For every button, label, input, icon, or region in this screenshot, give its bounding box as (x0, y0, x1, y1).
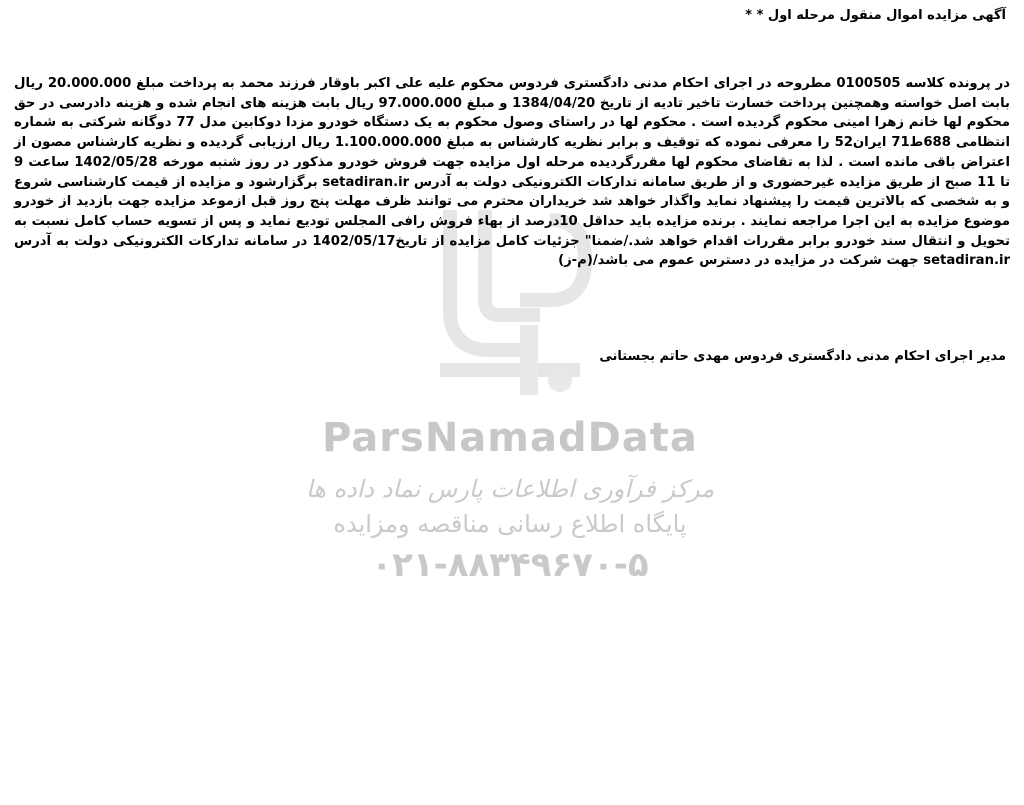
notice-title: آگهی مزایده اموال منقول مرحله اول * * (745, 8, 1006, 23)
watermark-phone: ۰۲۱-۸۸۳۴۹۶۷۰-۵ (371, 545, 649, 585)
notice-signature: مدیر اجرای احکام مدنی دادگستری فردوس مهدی حاتم بجستانی (599, 349, 1006, 364)
watermark-line-2: پایگاه اطلاع رسانی مناقصه ومزایده (333, 510, 687, 538)
notice-body: در پرونده کلاسه 0100505 مطروحه در اجرای احکام مدنی دادگستری فردوس محکوم علیه علی اکبر باوقار فرزند محمد به پرداخت مبلغ 20.000.000 ریال بابت اصل خواسته وهمچنین پرداخت خسارت تاخیر تادیه از تاریخ 1384/04/20 و مبلغ 97.000.000 ریال بابت هزینه های انجام شده و هزینه دادرسی در حق محکوم لها خانم زهرا امینی محکوم گردیده است . محکوم لها در راستای وصول محکوم به یک دستگاه خودرو مزدا دوکابین مدل 77 دوگانه شرکتی به شماره انتظامی 688ط71 ایران52 را معرفی نموده که توقیف و برابر نظریه کارشناس به مبلغ 1.100.000.000 ریال ارزیابی گردیده و نظریه کارشناس مصون از اعتراض باقی مانده است . لذا به تقاضای محکوم لها مقررگردیده مرحله اول مزایده جهت فروش خودرو مذکور در روز شنبه مورخه 1402/05/28 ساعت 9 تا 11 صبح از طریق مزایده غیرحضوری و از طریق سامانه تدارکات الکترونیکی دولت به آدرس setadiran.ir برگزارشود و مزایده از قیمت کارشناسی شروع و به شخصی که بالاترین قیمت را پیشنهاد نماید واگذار خواهد شد خریداران محترم می توانند ظرف مهلت پنج روز قبل ازموعد مزایده جهت بازدید از خودرو موضوع مزایده به این اجرا مراجعه نمایند . برنده مزایده باید حداقل 10درصد از بهاء فروش رافی المجلس تودیع نماید و پس از تسویه حساب کامل نسبت به تحویل و انتقال سند خودرو برابر مقررات اقدام خواهد شد./ضمنا" جزئیات کامل مزایده از تاریخ1402/05/17 در سامانه تدارکات الکترونیکی دولت به آدرس setadiran.ir جهت شرکت در مزایده در دسترس عموم می باشد/(م-ز) (14, 76, 1011, 269)
watermark-brand: ParsNamadData (322, 415, 698, 461)
watermark-line-1: مرکز فرآوری اطلاعات پارس نماد داده ها (305, 475, 715, 503)
